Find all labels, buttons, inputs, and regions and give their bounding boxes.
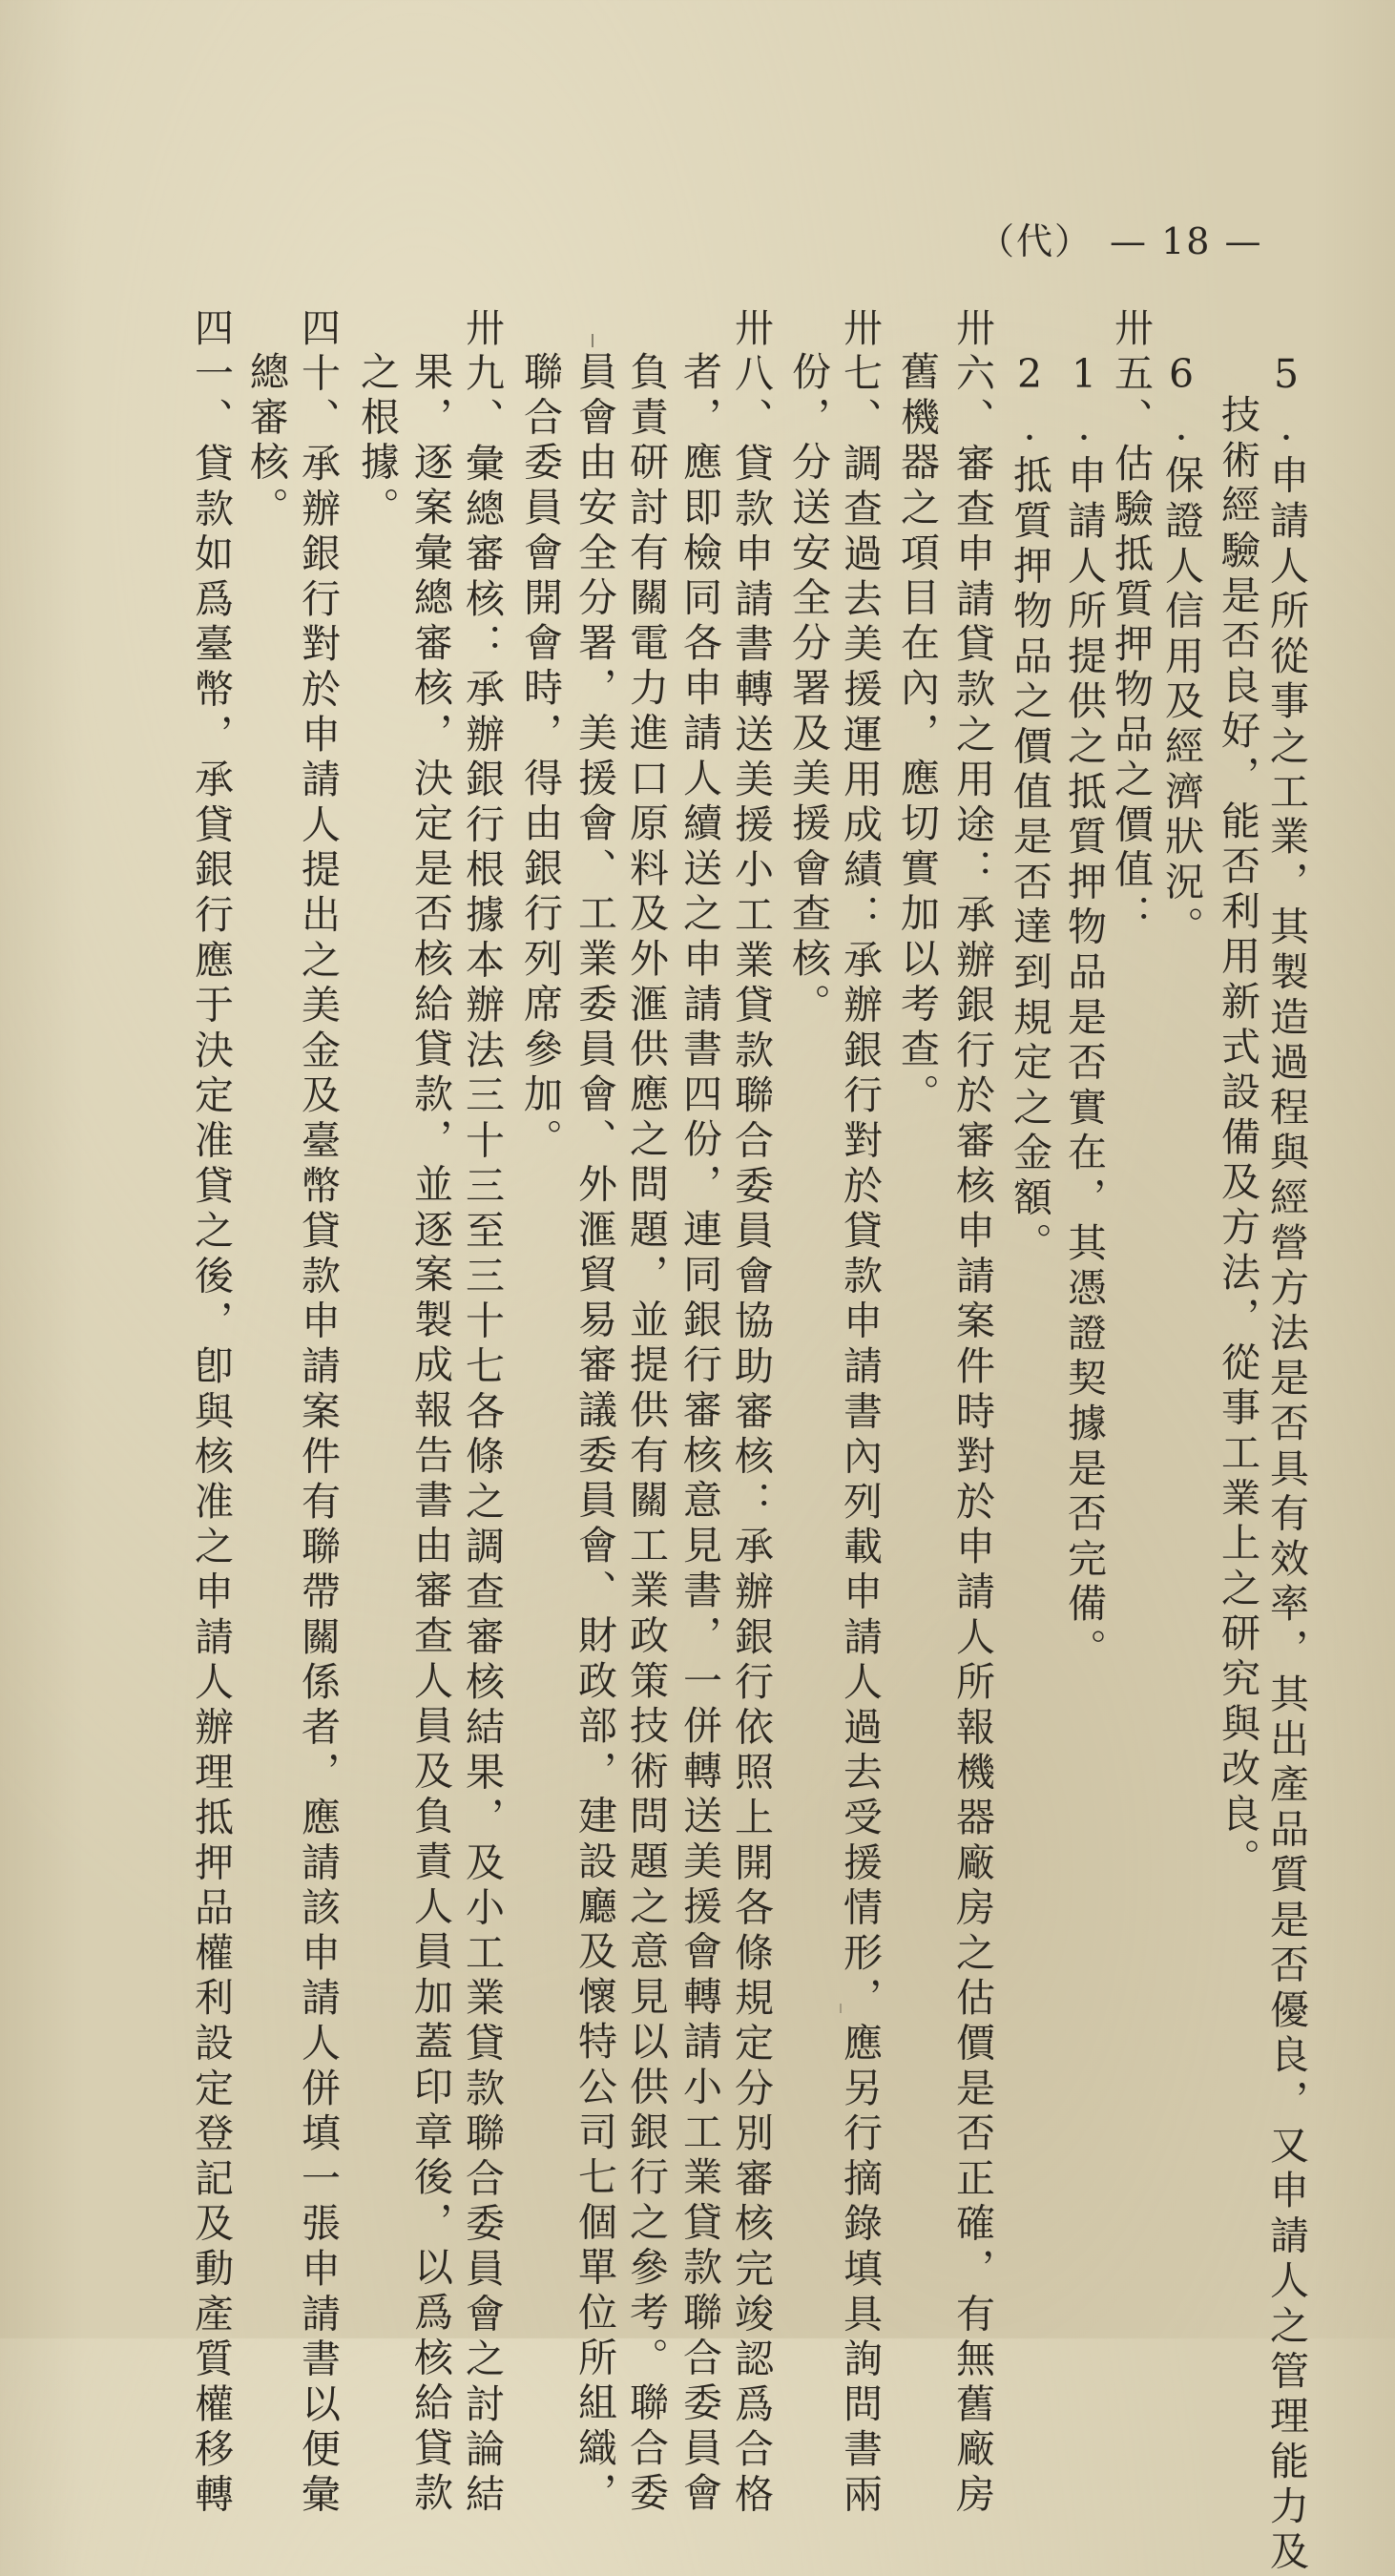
- text-column-item-6: 6.保證人信用及經濟狀況。: [1158, 351, 1204, 951]
- text-column-article-36: 卅六、審查申請貸款之用途：承辦銀行於審核申請案件時對於申請人所報機器廠房之估價是否正確，有無舊廠房: [949, 307, 995, 2519]
- text-column-article-35: 卅五、估驗抵質押物品之價值：: [1108, 307, 1154, 940]
- text-column-article-37-cont: 份，分送安全分署及美援會查核。: [785, 351, 831, 1028]
- page-header: [978, 212, 1280, 264]
- text-column-article-39-cont-1: 果，逐案彙總審核，決定是否核給貸款，並逐案製成報告書由審查人員及負責人員加蓋印章後，以爲核給貸款: [407, 351, 453, 2518]
- text-column-item-5-cont: 技術經驗是否良好，能否利用新式設備及方法，從事工業上之研究與改良。: [1215, 394, 1260, 1883]
- text-column-article-38-cont-3: 員會由安全分署，美援會、工業委員會、外滙貿易審議委員會、財政部，建設廳及懷特公司七個單位所組織，: [572, 351, 617, 2518]
- text-column-article-38-cont-2: 負責研討有關電力進口原料及外滙供應之問題，並提供有關工業政策技術問題之意見以供銀行之參考。聯合委: [623, 351, 669, 2518]
- text-column-article-40-cont: 總審核。: [243, 351, 289, 532]
- text-column-article-35-item-1: 1.申請人所提供之抵質押物品是否實在，其憑證契據是否完備。: [1061, 351, 1107, 1673]
- text-column-article-38: 卅八、貸款申請書轉送美援小工業貸款聯合委員會協助審核：承辦銀行依照上開各條規定分別審核完竣認爲合格: [728, 307, 774, 2519]
- page-number: — 18 —: [1110, 220, 1263, 262]
- text-column-article-41: 四一、貸款如爲臺幣，承貸銀行應于決定准貸之後，卽與核准之申請人辦理抵押品權利設定登記及動產質權移轉: [188, 307, 234, 2519]
- text-column-article-39: 卅九、彙總審核：承辦銀行根據本辦法三十三至三十七各條之調查審核結果，及小工業貸款聯合委員會之討論結: [459, 307, 505, 2519]
- text-column-article-38-cont-4: 聯合委員會開會時，得由銀行列席參加。: [517, 351, 563, 1164]
- text-column-article-40: 四十、承辦銀行對於申請人提出之美金及臺幣貸款申請案件有聯帶關係者，應請該申請人併填一張申請書以便彙: [295, 307, 341, 2519]
- text-column-article-35-item-2: 2.抵質押物品之價值是否達到規定之金額。: [1007, 351, 1052, 1267]
- text-column-article-39-cont-2: 之根據。: [354, 351, 400, 532]
- text-column-article-37: 卅七、調查過去美援運用成績：承辦銀行對於貸款申請書內列載申請人過去受援情形，應另行摘錄填具詢問書兩: [837, 307, 883, 2519]
- text-column-article-36-cont: 舊機器之項目在內，應切實加以考查。: [894, 351, 940, 1119]
- section-mark: （代）: [978, 220, 1093, 262]
- text-column-item-5: 5.申請人所從事之工業，其製造過程與經營方法是否具有效率，其出產品質是否優良，又申請人之管理能力及: [1263, 351, 1309, 2576]
- text-column-article-38-cont-1: 者，應即檢同各申請人續送之申請書四份，連同銀行審核意見書，一併轉送美援會轉請小工業貸款聯合委員會: [677, 351, 722, 2518]
- print-mark: [592, 334, 593, 347]
